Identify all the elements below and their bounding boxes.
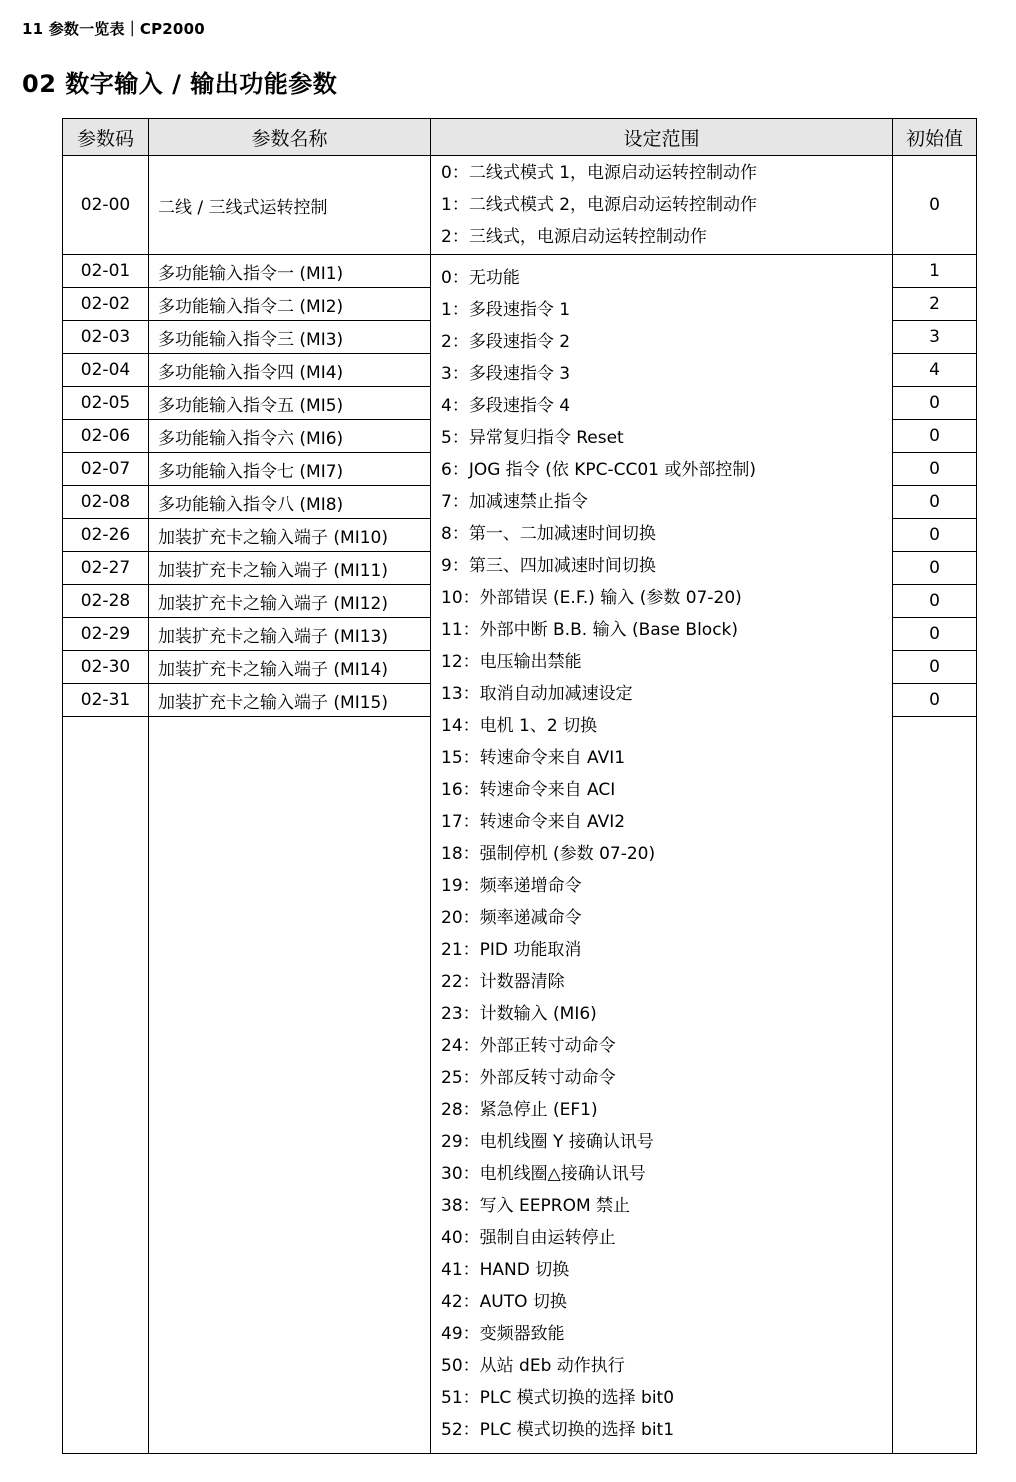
range-option: 6：JOG 指令 (依 KPC-CC01 或外部控制) xyxy=(441,460,757,480)
range-option: 16：转速命令来自 ACI xyxy=(441,780,616,800)
table-row xyxy=(63,156,977,255)
param-name: 多功能输入指令四 (MI4) xyxy=(149,354,431,387)
blank-cell xyxy=(63,717,149,1454)
page-header: 11 参数一览表｜CP2000 xyxy=(22,20,205,38)
header-name: 参数名称 xyxy=(149,119,431,156)
range-option: 22：计数器清除 xyxy=(441,972,565,992)
range-option: 20：频率递减命令 xyxy=(441,908,582,928)
param-name: 加装扩充卡之输入端子 (MI11) xyxy=(149,552,431,585)
param-default: 2 xyxy=(893,288,977,321)
range-option: 41：HAND 切换 xyxy=(441,1260,570,1280)
table-row xyxy=(63,255,977,288)
range-option: 50：从站 dEb 动作执行 xyxy=(441,1356,625,1376)
param-name: 多功能输入指令六 (MI6) xyxy=(149,420,431,453)
range-option: 21：PID 功能取消 xyxy=(441,940,582,960)
param-code: 02-04 xyxy=(63,354,149,387)
range-option: 1：多段速指令 1 xyxy=(441,300,571,320)
range-option: 25：外部反转寸动命令 xyxy=(441,1068,616,1088)
param-default: 0 xyxy=(893,486,977,519)
section-title: 02 数字输入 / 输出功能参数 xyxy=(22,70,338,98)
param-default: 3 xyxy=(893,321,977,354)
range-option: 0：二线式模式 1，电源启动运转控制动作 xyxy=(441,163,758,183)
range-option: 24：外部正转寸动命令 xyxy=(441,1036,616,1056)
param-code: 02-01 xyxy=(63,255,149,288)
range-option: 29：电机线圈 Y 接确认讯号 xyxy=(441,1132,654,1152)
range-option: 14：电机 1、2 切换 xyxy=(441,716,598,736)
param-default: 0 xyxy=(893,156,977,255)
param-default: 0 xyxy=(893,519,977,552)
range-option: 17：转速命令来自 AVI2 xyxy=(441,812,626,832)
param-code: 02-31 xyxy=(63,684,149,717)
param-default: 0 xyxy=(893,618,977,651)
range-option: 18：强制停机 (参数 07-20) xyxy=(441,844,656,864)
param-code: 02-07 xyxy=(63,453,149,486)
range-option: 19：频率递增命令 xyxy=(441,876,582,896)
param-default: 0 xyxy=(893,453,977,486)
parameter-table xyxy=(62,118,977,1454)
range-option: 13：取消自动加减速设定 xyxy=(441,684,633,704)
param-code: 02-03 xyxy=(63,321,149,354)
param-name: 多功能输入指令一 (MI1) xyxy=(149,255,431,288)
param-name: 多功能输入指令五 (MI5) xyxy=(149,387,431,420)
param-code: 02-06 xyxy=(63,420,149,453)
range-option: 15：转速命令来自 AVI1 xyxy=(441,748,626,768)
range-option: 7：加减速禁止指令 xyxy=(441,492,588,512)
header-range: 设定范围 xyxy=(431,119,893,156)
parameter-table-container xyxy=(62,118,977,1454)
range-option: 40：强制自由运转停止 xyxy=(441,1228,616,1248)
range-option: 3：多段速指令 3 xyxy=(441,364,571,384)
blank-cell xyxy=(149,717,431,1454)
range-option: 49：变频器致能 xyxy=(441,1324,565,1344)
param-code: 02-26 xyxy=(63,519,149,552)
param-default: 0 xyxy=(893,651,977,684)
param-name: 多功能输入指令三 (MI3) xyxy=(149,321,431,354)
header-default: 初始值 xyxy=(893,119,977,156)
range-option: 11：外部中断 B.B. 输入 (Base Block) xyxy=(441,620,739,640)
param-default: 4 xyxy=(893,354,977,387)
param-code: 02-28 xyxy=(63,585,149,618)
param-code: 02-05 xyxy=(63,387,149,420)
param-name: 多功能输入指令八 (MI8) xyxy=(149,486,431,519)
range-option: 28：紧急停止 (EF1) xyxy=(441,1100,598,1120)
shared-range-list xyxy=(431,255,893,1454)
param-default: 0 xyxy=(893,387,977,420)
param-name: 二线 / 三线式运转控制 xyxy=(149,156,431,255)
range-option: 52：PLC 模式切换的选择 bit1 xyxy=(441,1420,675,1440)
param-name: 多功能输入指令二 (MI2) xyxy=(149,288,431,321)
range-option: 8：第一、二加减速时间切换 xyxy=(441,524,656,544)
range-option: 23：计数输入 (MI6) xyxy=(441,1004,597,1024)
param-name: 加装扩充卡之输入端子 (MI14) xyxy=(149,651,431,684)
param-code: 02-27 xyxy=(63,552,149,585)
param-name: 加装扩充卡之输入端子 (MI12) xyxy=(149,585,431,618)
blank-cell xyxy=(893,717,977,1454)
param-name: 多功能输入指令七 (MI7) xyxy=(149,453,431,486)
param-range xyxy=(431,156,893,255)
param-code: 02-30 xyxy=(63,651,149,684)
range-option: 5：异常复归指令 Reset xyxy=(441,428,624,448)
range-option: 42：AUTO 切换 xyxy=(441,1292,567,1312)
range-option: 1：二线式模式 2，电源启动运转控制动作 xyxy=(441,195,758,215)
param-code: 02-08 xyxy=(63,486,149,519)
param-name: 加装扩充卡之输入端子 (MI15) xyxy=(149,684,431,717)
header-code: 参数码 xyxy=(63,119,149,156)
param-default: 0 xyxy=(893,684,977,717)
range-option: 12：电压输出禁能 xyxy=(441,652,582,672)
range-option: 2：多段速指令 2 xyxy=(441,332,571,352)
range-option: 30：电机线圈△接确认讯号 xyxy=(441,1164,646,1184)
range-option: 2：三线式，电源启动运转控制动作 xyxy=(441,227,707,247)
range-option: 4：多段速指令 4 xyxy=(441,396,571,416)
range-option: 10：外部错误 (E.F.) 输入 (参数 07-20) xyxy=(441,588,742,608)
param-code: 02-29 xyxy=(63,618,149,651)
param-name: 加装扩充卡之输入端子 (MI13) xyxy=(149,618,431,651)
param-default: 0 xyxy=(893,420,977,453)
param-name: 加装扩充卡之输入端子 (MI10) xyxy=(149,519,431,552)
param-default: 0 xyxy=(893,585,977,618)
range-option: 9：第三、四加减速时间切换 xyxy=(441,556,656,576)
range-option: 0：无功能 xyxy=(441,268,520,288)
param-code: 02-00 xyxy=(63,156,149,255)
range-option: 38：写入 EEPROM 禁止 xyxy=(441,1196,631,1216)
table-header-row xyxy=(63,119,977,156)
range-option: 51：PLC 模式切换的选择 bit0 xyxy=(441,1388,675,1408)
param-default: 1 xyxy=(893,255,977,288)
param-code: 02-02 xyxy=(63,288,149,321)
param-default: 0 xyxy=(893,552,977,585)
